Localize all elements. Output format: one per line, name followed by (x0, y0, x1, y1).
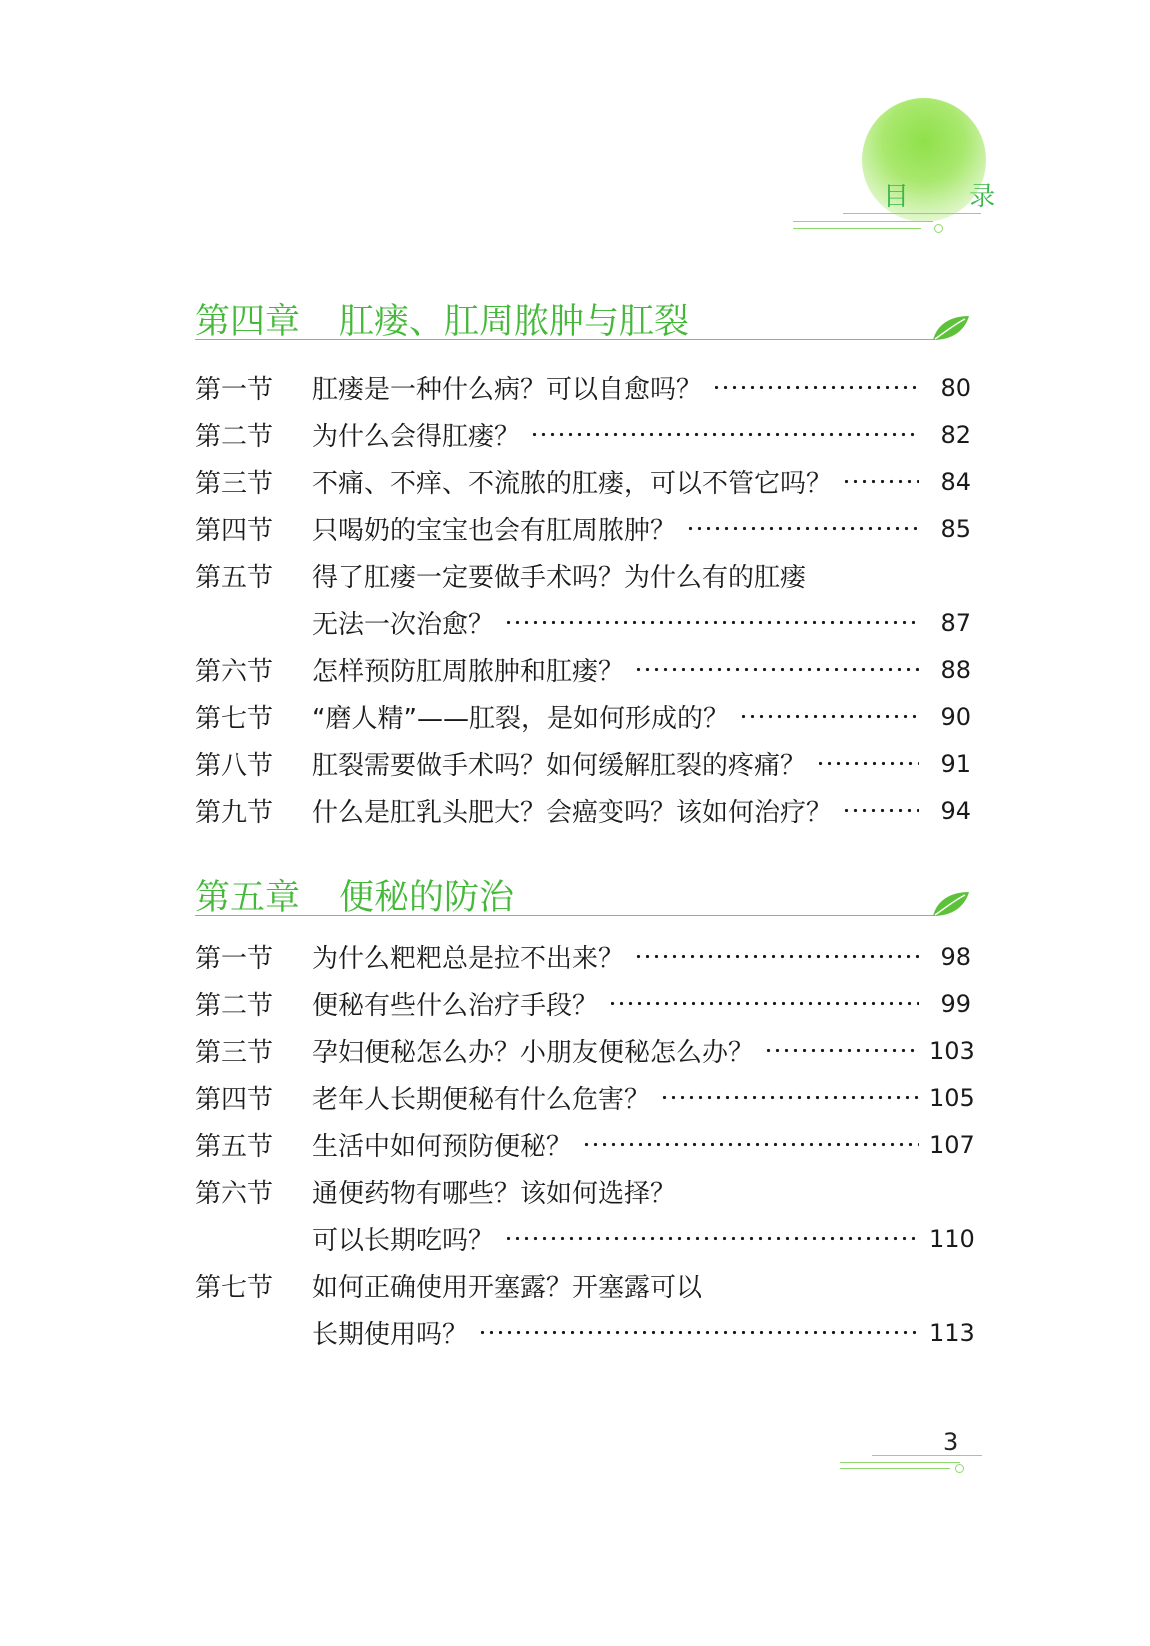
toc-entry-line (195, 1121, 975, 1168)
header-deco-line (793, 221, 933, 222)
toc-section-label: 第四节 (195, 1085, 274, 1115)
toc-entry[interactable] (195, 505, 971, 552)
toc-dot-leader (842, 479, 919, 484)
toc-section-title: 生活中如何预防便秘？ (312, 1132, 573, 1162)
toc-section-title: “磨人精”——肛裂，是如何形成的？ (312, 704, 729, 734)
toc-page-number: 107 (929, 1130, 975, 1159)
toc-page-number: 91 (940, 749, 971, 778)
toc-page-number: 87 (940, 608, 971, 637)
toc-dot-leader (686, 526, 919, 531)
toc-section-title-continued: 可以长期吃吗？ (312, 1226, 495, 1256)
leaf-icon (931, 314, 971, 342)
footer-deco-ring (955, 1464, 964, 1473)
toc-page-number: 103 (929, 1036, 975, 1065)
toc-page-number: 84 (940, 467, 971, 496)
toc-page-number: 90 (940, 702, 971, 731)
toc-entry-line (195, 980, 971, 1027)
toc-dot-leader (842, 808, 919, 813)
toc-section-label: 第三节 (195, 469, 274, 499)
toc-entry-line (195, 1074, 975, 1121)
toc-section-title: 肛瘘是一种什么病？可以自愈吗？ (312, 375, 703, 405)
toc-section-title: 得了肛瘘一定要做手术吗？为什么有的肛瘘 (312, 563, 807, 593)
toc-entry[interactable] (195, 693, 971, 740)
toc-dot-leader (660, 1095, 919, 1100)
toc-entry[interactable] (195, 646, 971, 693)
chapter-section (195, 294, 971, 828)
toc-section-title: 不痛、不痒、不流脓的肛瘘，可以不管它吗？ (312, 469, 833, 499)
toc-section-label: 第七节 (195, 1273, 274, 1303)
toc-section-label: 第八节 (195, 751, 274, 781)
toc-page-number: 105 (929, 1083, 975, 1112)
toc-entry[interactable] (195, 1074, 975, 1121)
toc-section-title: 便秘有些什么治疗手段？ (312, 991, 599, 1021)
toc-entry[interactable] (195, 1027, 975, 1074)
toc-page-number: 99 (940, 989, 971, 1018)
toc-entry-line (195, 933, 971, 980)
chapter-section (195, 870, 975, 1350)
toc-section-title: 什么是肛乳头肥大？会癌变吗？该如何治疗？ (312, 798, 833, 828)
toc-page-number: 94 (940, 796, 971, 825)
chapter-title: 肛瘘、肛周脓肿与肛裂 (339, 302, 690, 342)
footer-deco-line (840, 1462, 960, 1463)
chapter-rule (195, 915, 937, 916)
footer-deco-line (840, 1468, 950, 1469)
toc-entry[interactable] (195, 740, 971, 787)
toc-section-label: 第六节 (195, 1179, 274, 1209)
toc-section-title-continued: 长期使用吗？ (312, 1320, 469, 1350)
toc-section-title: 老年人长期便秘有什么危害？ (312, 1085, 651, 1115)
page-title: 目 录 (883, 182, 1022, 212)
toc-entry-line (195, 411, 971, 458)
toc-entry[interactable] (195, 1262, 975, 1356)
toc-entry-line (195, 1027, 975, 1074)
chapter-title: 便秘的防治 (339, 878, 515, 918)
toc-entry[interactable] (195, 1168, 975, 1262)
toc-entry[interactable] (195, 458, 971, 505)
toc-dot-leader (608, 1001, 919, 1006)
toc-entry-line (195, 599, 971, 646)
toc-entry-line (195, 1215, 975, 1262)
toc-section-label: 第五节 (195, 1132, 274, 1162)
toc-dot-leader (504, 620, 919, 625)
page-number: 3 (943, 1428, 959, 1456)
chapter-heading (195, 294, 971, 342)
toc-section-label: 第九节 (195, 798, 274, 828)
toc-entry-line (195, 1309, 975, 1356)
toc-section-title: 肛裂需要做手术吗？如何缓解肛裂的疼痛？ (312, 751, 807, 781)
toc-entry-line (195, 458, 971, 505)
toc-dot-leader (634, 954, 919, 959)
toc-entry[interactable] (195, 411, 971, 458)
toc-dot-leader (504, 1236, 919, 1241)
toc-entry[interactable] (195, 1121, 975, 1168)
chapter-number: 第四章 (195, 302, 301, 342)
toc-dot-leader (712, 385, 919, 390)
toc-section-title: 为什么会得肛瘘？ (312, 422, 521, 452)
toc-entries (195, 364, 971, 834)
toc-section-title-continued: 无法一次治愈？ (312, 610, 495, 640)
toc-section-title: 孕妇便秘怎么办？小朋友便秘怎么办？ (312, 1038, 755, 1068)
toc-section-label: 第三节 (195, 1038, 274, 1068)
toc-page-number: 85 (940, 514, 971, 543)
header-deco-ring (934, 224, 943, 233)
toc-entry-line (195, 1262, 971, 1309)
toc-section-title: 如何正确使用开塞露？开塞露可以 (312, 1273, 703, 1303)
toc-dot-leader (530, 432, 919, 437)
toc-page-number: 80 (940, 373, 971, 402)
chapter-heading (195, 870, 971, 918)
toc-dot-leader (582, 1142, 919, 1147)
toc-entry-line (195, 740, 971, 787)
toc-page-number: 110 (929, 1224, 975, 1253)
toc-entry-line (195, 364, 971, 411)
toc-entry-line (195, 552, 971, 599)
toc-entry-line (195, 787, 971, 834)
toc-entry-line (195, 646, 971, 693)
toc-entry[interactable] (195, 787, 971, 834)
toc-dot-leader (816, 761, 919, 766)
toc-section-label: 第四节 (195, 516, 274, 546)
footer-deco-line (872, 1455, 982, 1456)
toc-section-label: 第一节 (195, 944, 274, 974)
toc-entry-line (195, 505, 971, 552)
toc-page-number: 113 (929, 1318, 975, 1347)
toc-section-title: 为什么粑粑总是拉不出来？ (312, 944, 625, 974)
toc-section-title: 只喝奶的宝宝也会有肛周脓肿？ (312, 516, 677, 546)
chapter-number: 第五章 (195, 878, 301, 918)
toc-page-number: 88 (940, 655, 971, 684)
toc-entry[interactable] (195, 933, 971, 980)
toc-section-label: 第七节 (195, 704, 274, 734)
header-deco-line (793, 228, 921, 229)
toc-entry[interactable] (195, 552, 971, 646)
toc-dot-leader (739, 714, 919, 719)
header-deco-line (843, 213, 981, 214)
toc-dot-leader (478, 1330, 919, 1335)
toc-section-label: 第二节 (195, 422, 274, 452)
leaf-icon (931, 890, 971, 918)
chapter-rule (195, 339, 937, 340)
toc-section-label: 第五节 (195, 563, 274, 593)
toc-section-label: 第二节 (195, 991, 274, 1021)
toc-section-title: 怎样预防肛周脓肿和肛瘘？ (312, 657, 625, 687)
toc-entry[interactable] (195, 980, 971, 1027)
toc-section-label: 第一节 (195, 375, 274, 405)
toc-entry-line (195, 1168, 971, 1215)
toc-section-title: 通便药物有哪些？该如何选择？ (312, 1179, 677, 1209)
toc-page-number: 82 (940, 420, 971, 449)
toc-page-number: 98 (940, 942, 971, 971)
toc-dot-leader (634, 667, 919, 672)
toc-entry[interactable] (195, 364, 971, 411)
toc-section-label: 第六节 (195, 657, 274, 687)
toc-entry-line (195, 693, 971, 740)
toc-dot-leader (764, 1048, 919, 1053)
toc-entries (195, 933, 975, 1356)
